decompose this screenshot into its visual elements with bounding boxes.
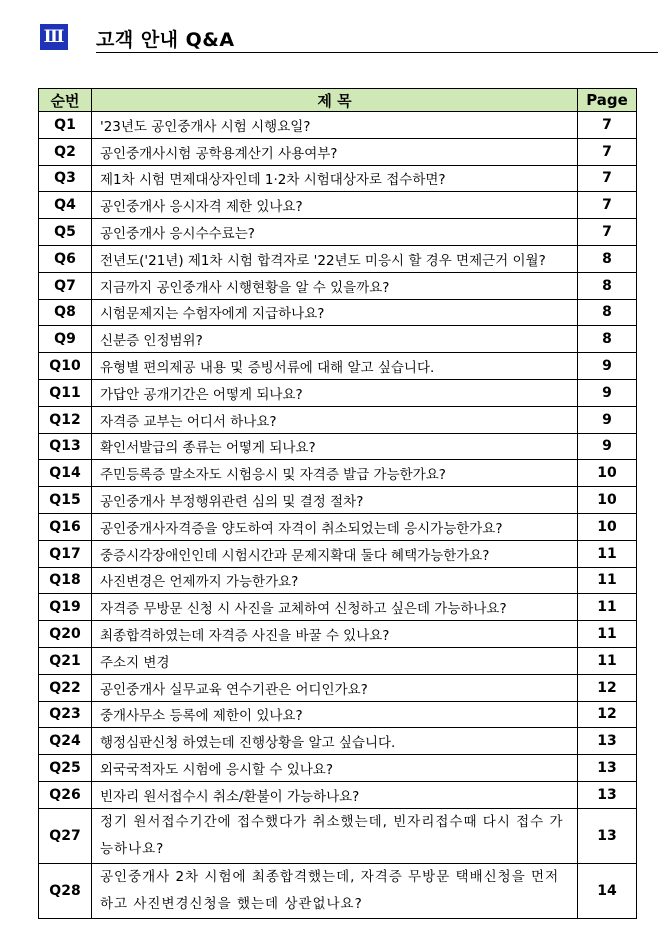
table-row <box>39 863 637 918</box>
section-numeral: Ⅲ <box>40 24 68 50</box>
question-number: Q7 <box>39 272 92 299</box>
table-row <box>39 728 637 755</box>
page-number: 10 <box>578 487 637 514</box>
table-row <box>39 755 637 782</box>
question-number: Q16 <box>39 513 92 540</box>
question-title: 외국국적자도 시험에 응시할 수 있나요? <box>92 755 578 782</box>
column-header-page: Page <box>578 89 637 112</box>
table-row <box>39 513 637 540</box>
table-row <box>39 353 637 380</box>
table-row <box>39 112 637 139</box>
question-number: Q25 <box>39 755 92 782</box>
table-row <box>39 326 637 353</box>
question-title: 제1차 시험 면제대상자인데 1·2차 시험대상자로 접수하면? <box>92 165 578 192</box>
table-row <box>39 272 637 299</box>
question-title: 주민등록증 말소자도 시험응시 및 자격증 발급 가능한가요? <box>92 460 578 487</box>
table-row <box>39 781 637 808</box>
question-number: Q3 <box>39 165 92 192</box>
page-number: 7 <box>578 112 637 139</box>
question-number: Q18 <box>39 567 92 594</box>
question-number: Q22 <box>39 674 92 701</box>
page-number: 9 <box>578 406 637 433</box>
question-title: 중개사무소 등록에 제한이 있나요? <box>92 701 578 728</box>
question-number: Q26 <box>39 781 92 808</box>
page-number: 11 <box>578 647 637 674</box>
question-title: 전년도('21년) 제1차 시험 합격자로 '22년도 미응시 할 경우 면제근거 이월? <box>92 245 578 272</box>
question-title: 빈자리 원서접수시 취소/환불이 가능하나요? <box>92 781 578 808</box>
table-row <box>39 621 637 648</box>
question-number: Q2 <box>39 138 92 165</box>
question-title: 공인중개사 응시자격 제한 있나요? <box>92 192 578 219</box>
question-title: 유형별 편의제공 내용 및 증빙서류에 대해 알고 싶습니다. <box>92 353 578 380</box>
page-number: 9 <box>578 433 637 460</box>
section-header <box>40 22 618 54</box>
question-title: 공인중개사시험 공학용계산기 사용여부? <box>92 138 578 165</box>
page-number: 8 <box>578 299 637 326</box>
table-row <box>39 165 637 192</box>
page-number: 10 <box>578 460 637 487</box>
question-title: 공인중개사자격증을 양도하여 자격이 취소되었는데 응시가능한가요? <box>92 513 578 540</box>
question-title: 자격증 무방문 신청 시 사진을 교체하여 신청하고 싶은데 가능하나요? <box>92 594 578 621</box>
table-row <box>39 540 637 567</box>
question-number: Q11 <box>39 379 92 406</box>
question-number: Q17 <box>39 540 92 567</box>
page-number: 8 <box>578 326 637 353</box>
page-number: 7 <box>578 165 637 192</box>
table-row <box>39 647 637 674</box>
header-underline <box>96 52 658 53</box>
question-title: 행정심판신청 하였는데 진행상황을 알고 싶습니다. <box>92 728 578 755</box>
table-row <box>39 379 637 406</box>
question-title: 가답안 공개기간은 어떻게 되나요? <box>92 379 578 406</box>
column-header-title: 제 목 <box>92 89 578 112</box>
table-row <box>39 460 637 487</box>
page-number: 11 <box>578 567 637 594</box>
question-number: Q20 <box>39 621 92 648</box>
page-number: 7 <box>578 138 637 165</box>
question-number: Q12 <box>39 406 92 433</box>
question-title: 지금까지 공인중개사 시행현황을 알 수 있을까요? <box>92 272 578 299</box>
table-row <box>39 487 637 514</box>
question-number: Q23 <box>39 701 92 728</box>
table-row <box>39 406 637 433</box>
question-number: Q8 <box>39 299 92 326</box>
column-header-no: 순번 <box>39 89 92 112</box>
question-title: 사진변경은 언제까지 가능한가요? <box>92 567 578 594</box>
question-number: Q13 <box>39 433 92 460</box>
table-row <box>39 299 637 326</box>
question-title: 확인서발급의 종류는 어떻게 되나요? <box>92 433 578 460</box>
question-number: Q21 <box>39 647 92 674</box>
question-title: 중증시각장애인인데 시험시간과 문제지확대 둘다 혜택가능한가요? <box>92 540 578 567</box>
table-header-row <box>39 89 637 112</box>
page-number: 13 <box>578 728 637 755</box>
question-title: 신분증 인정범위? <box>92 326 578 353</box>
page-number: 14 <box>578 863 637 918</box>
question-title: 공인중개사 부정행위관련 심의 및 결정 절차? <box>92 487 578 514</box>
question-number: Q6 <box>39 245 92 272</box>
table-row <box>39 567 637 594</box>
question-number: Q15 <box>39 487 92 514</box>
page-number: 8 <box>578 245 637 272</box>
qa-index-table <box>38 88 637 919</box>
question-number: Q28 <box>39 863 92 918</box>
page-number: 10 <box>578 513 637 540</box>
question-title: 자격증 교부는 어디서 하나요? <box>92 406 578 433</box>
question-number: Q4 <box>39 192 92 219</box>
question-title: 시험문제지는 수험자에게 지급하나요? <box>92 299 578 326</box>
page-number: 8 <box>578 272 637 299</box>
table-row <box>39 433 637 460</box>
page-number: 13 <box>578 781 637 808</box>
question-number: Q9 <box>39 326 92 353</box>
page-number: 7 <box>578 219 637 246</box>
table-row <box>39 138 637 165</box>
page-number: 13 <box>578 808 637 863</box>
question-title: 공인중개사 2차 시험에 최종합격했는데, 자격증 무방문 택배신청을 먼저하고 사진변경신청을 했는데 상관없나요? <box>92 863 578 918</box>
question-number: Q27 <box>39 808 92 863</box>
table-row <box>39 674 637 701</box>
table-row <box>39 701 637 728</box>
page-number: 9 <box>578 353 637 380</box>
page-number: 11 <box>578 621 637 648</box>
question-title: 주소지 변경 <box>92 647 578 674</box>
question-number: Q1 <box>39 112 92 139</box>
question-number: Q5 <box>39 219 92 246</box>
page-number: 11 <box>578 540 637 567</box>
page-number: 13 <box>578 755 637 782</box>
question-number: Q24 <box>39 728 92 755</box>
section-title: 고객 안내 Q&A <box>96 29 235 51</box>
question-number: Q10 <box>39 353 92 380</box>
question-title: 최종합격하였는데 자격증 사진을 바꿀 수 있나요? <box>92 621 578 648</box>
question-title: '23년도 공인중개사 시험 시행요일? <box>92 112 578 139</box>
page-number: 12 <box>578 674 637 701</box>
page-number: 7 <box>578 192 637 219</box>
question-title: 정기 원서접수기간에 접수했다가 취소했는데, 빈자리접수때 다시 접수 가능하나요? <box>92 808 578 863</box>
table-row <box>39 192 637 219</box>
table-row <box>39 808 637 863</box>
page-number: 11 <box>578 594 637 621</box>
table-row <box>39 594 637 621</box>
question-title: 공인중개사 응시수수료는? <box>92 219 578 246</box>
page-number: 12 <box>578 701 637 728</box>
question-number: Q19 <box>39 594 92 621</box>
question-title: 공인중개사 실무교육 연수기관은 어디인가요? <box>92 674 578 701</box>
table-row <box>39 219 637 246</box>
question-number: Q14 <box>39 460 92 487</box>
table-row <box>39 245 637 272</box>
page-number: 9 <box>578 379 637 406</box>
